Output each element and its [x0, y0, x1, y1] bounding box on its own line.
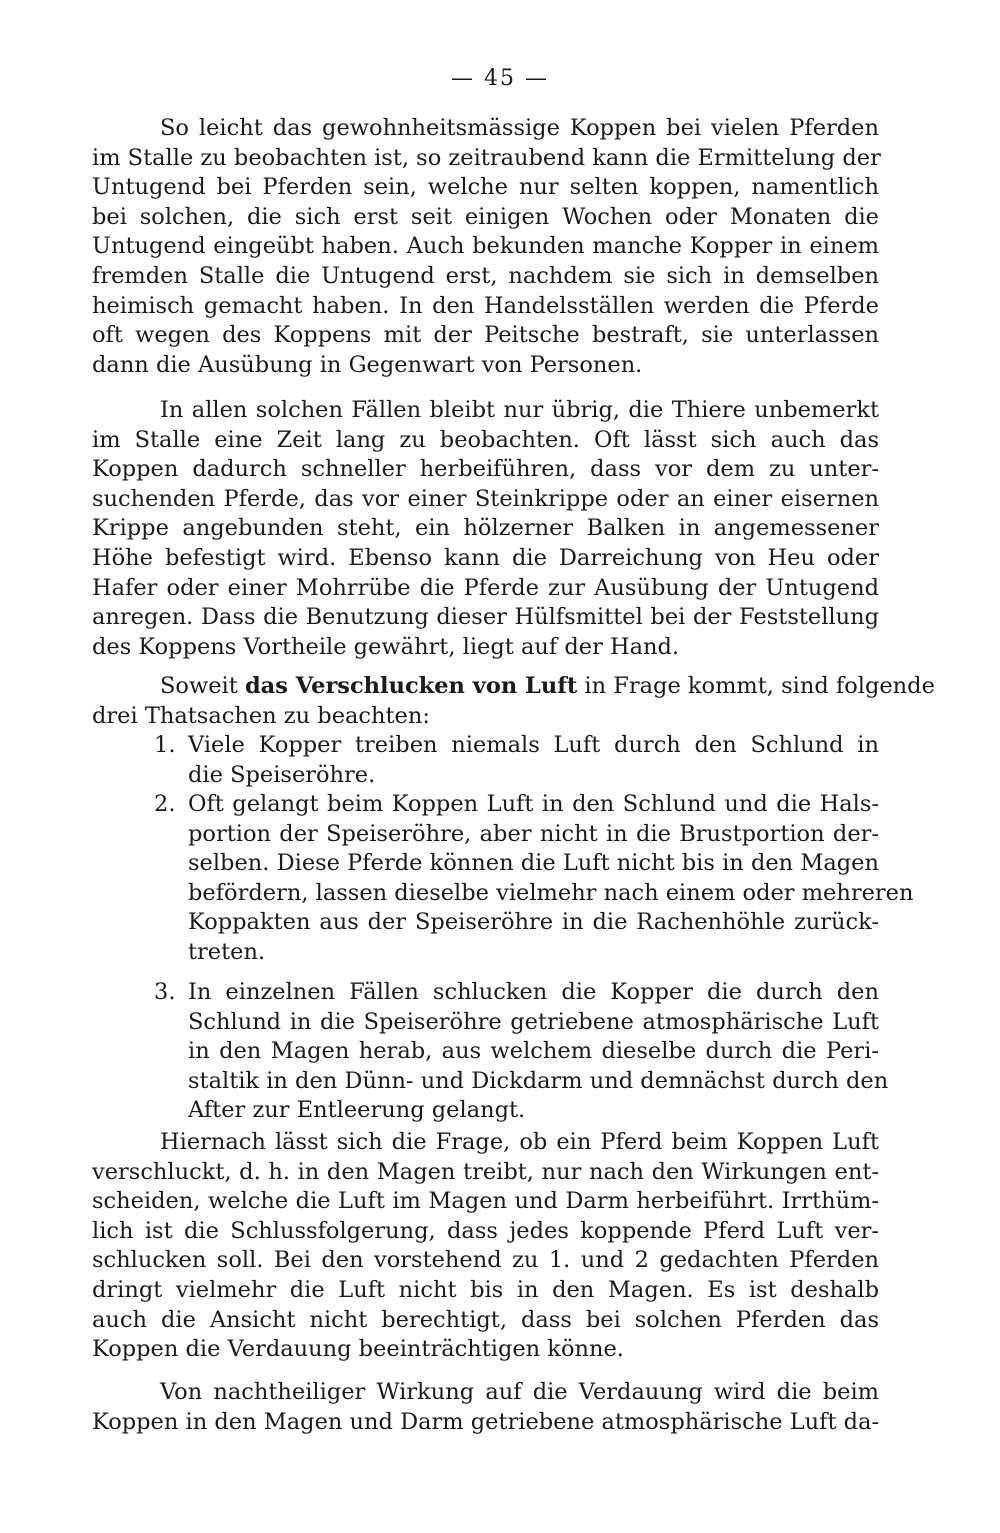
text-line: befördern, lassen dieselbe vielmehr nach einem oder mehreren — [188, 879, 914, 906]
text-line: Schlund in die Speiseröhre getriebene atmosphärische Luft — [188, 1008, 879, 1035]
text-line: schlucken soll. Bei den vorstehend zu 1. und 2 gedachten Pferden — [92, 1247, 879, 1274]
list-number: 1. — [154, 732, 176, 758]
text-line: Koppen in den Magen und Darm getriebene atmosphärische Luft da- — [92, 1408, 880, 1435]
text-line: Von nachtheiliger Wirkung auf die Verdauung wird die beim — [160, 1379, 879, 1405]
list-text — [188, 731, 879, 790]
text-run: Soweit — [160, 673, 245, 699]
paragraph-4 — [92, 1128, 879, 1365]
paragraph-5 — [92, 1378, 879, 1437]
text-line: So leicht das gewohnheitsmässige Koppen bei vielen Pferden — [160, 115, 879, 141]
text-line: heimisch gemacht haben. In den Handelsställen werden die Pferde — [92, 292, 879, 319]
paragraph-1 — [92, 114, 879, 380]
text-line: oft wegen des Koppens mit der Peitsche bestraft, sie unterlassen — [92, 322, 879, 349]
text-line: Oft gelangt beim Koppen Luft in den Schlund und die Hals- — [188, 791, 879, 817]
text-line: Hafer oder einer Mohrrübe die Pferde zur Ausübung der Untugend — [92, 574, 879, 601]
text-line — [92, 672, 935, 702]
paragraph-3 — [92, 672, 935, 731]
list-number: 2. — [154, 791, 176, 817]
text-line: selben. Diese Pferde können die Luft nicht bis in den Magen — [188, 850, 879, 877]
text-line: im Stalle eine Zeit lang zu beobachten. Oft lässt sich auch das — [92, 426, 879, 453]
list-text — [188, 790, 914, 968]
text-line: staltik in den Dünn- und Dickdarm und demnächst durch den — [188, 1067, 889, 1094]
text-line: anregen. Dass die Benutzung dieser Hülfsmittel bei der Feststellung — [92, 604, 879, 631]
text-line: Untugend bei Pferden sein, welche nur selten koppen, namentlich — [92, 174, 879, 201]
text-line: Hiernach lässt sich die Frage, ob ein Pferd beim Koppen Luft — [160, 1129, 879, 1155]
text-line: portion der Speiseröhre, aber nicht in die Brustportion der- — [188, 820, 879, 847]
text-line: im Stalle zu beobachten ist, so zeitraubend kann die Ermittelung der — [92, 144, 881, 171]
text-line: die Speiseröhre. — [188, 761, 376, 788]
text-line: Höhe befestigt wird. Ebenso kann die Darreichung von Heu oder — [92, 544, 879, 571]
text-line: des Koppens Vortheile gewährt, liegt auf der Hand. — [92, 633, 680, 660]
text-line: Koppakten aus der Speiseröhre in die Rachenhöhle zurück- — [188, 909, 879, 936]
text-line: Untugend eingeübt haben. Auch bekunden manche Kopper in einem — [92, 233, 879, 260]
list-text — [188, 978, 889, 1126]
text-line: verschluckt, d. h. in den Magen treibt, nur nach den Wirkungen ent- — [92, 1158, 879, 1185]
text-line: suchenden Pferde, das vor einer Steinkrippe oder an einer eisernen — [92, 485, 879, 512]
text-line: dann die Ausübung in Gegenwart von Personen. — [92, 351, 643, 378]
text-line: Koppen dadurch schneller herbeiführen, dass vor dem zu unter- — [92, 456, 879, 483]
text-line: Viele Kopper treiben niemals Luft durch den Schlund in — [188, 732, 879, 758]
text-line: dringt vielmehr die Luft nicht bis in den Magen. Es ist deshalb — [92, 1276, 879, 1303]
text-line: bei solchen, die sich erst seit einigen Wochen oder Monaten die — [92, 203, 879, 230]
text-line: Krippe angebunden steht, ein hölzerner Balken in angemessener — [92, 515, 879, 542]
text-line: treten. — [188, 938, 266, 965]
page-number: — 45 — — [451, 66, 549, 91]
text-line: In einzelnen Fällen schlucken die Kopper die durch den — [188, 979, 879, 1005]
text-line: drei Thatsachen zu beachten: — [92, 702, 430, 729]
text-line: Koppen die Verdauung beeinträchtigen könne. — [92, 1336, 624, 1363]
text-line: auch die Ansicht nicht berechtigt, dass bei solchen Pferden das — [92, 1306, 879, 1333]
text-line: In allen solchen Fällen bleibt nur übrig, die Thiere unbemerkt — [160, 397, 879, 423]
text-line: lich ist die Schlussfolgerung, dass jedes koppende Pferd Luft ver- — [92, 1217, 879, 1244]
text-run: in Frage kommt, sind folgende — [577, 673, 935, 699]
emphasized-term: das Verschlucken von Luft — [244, 673, 578, 699]
paragraph-2 — [92, 396, 879, 662]
text-line: fremden Stalle die Untugend erst, nachdem sie sich in demselben — [92, 262, 879, 289]
text-line: in den Magen herab, aus welchem dieselbe durch die Peri- — [188, 1038, 879, 1065]
text-line: After zur Entleerung gelangt. — [188, 1097, 526, 1124]
text-line: scheiden, welche die Luft im Magen und Darm herbeiführt. Irrthüm- — [92, 1188, 879, 1215]
list-number: 3. — [154, 979, 176, 1005]
